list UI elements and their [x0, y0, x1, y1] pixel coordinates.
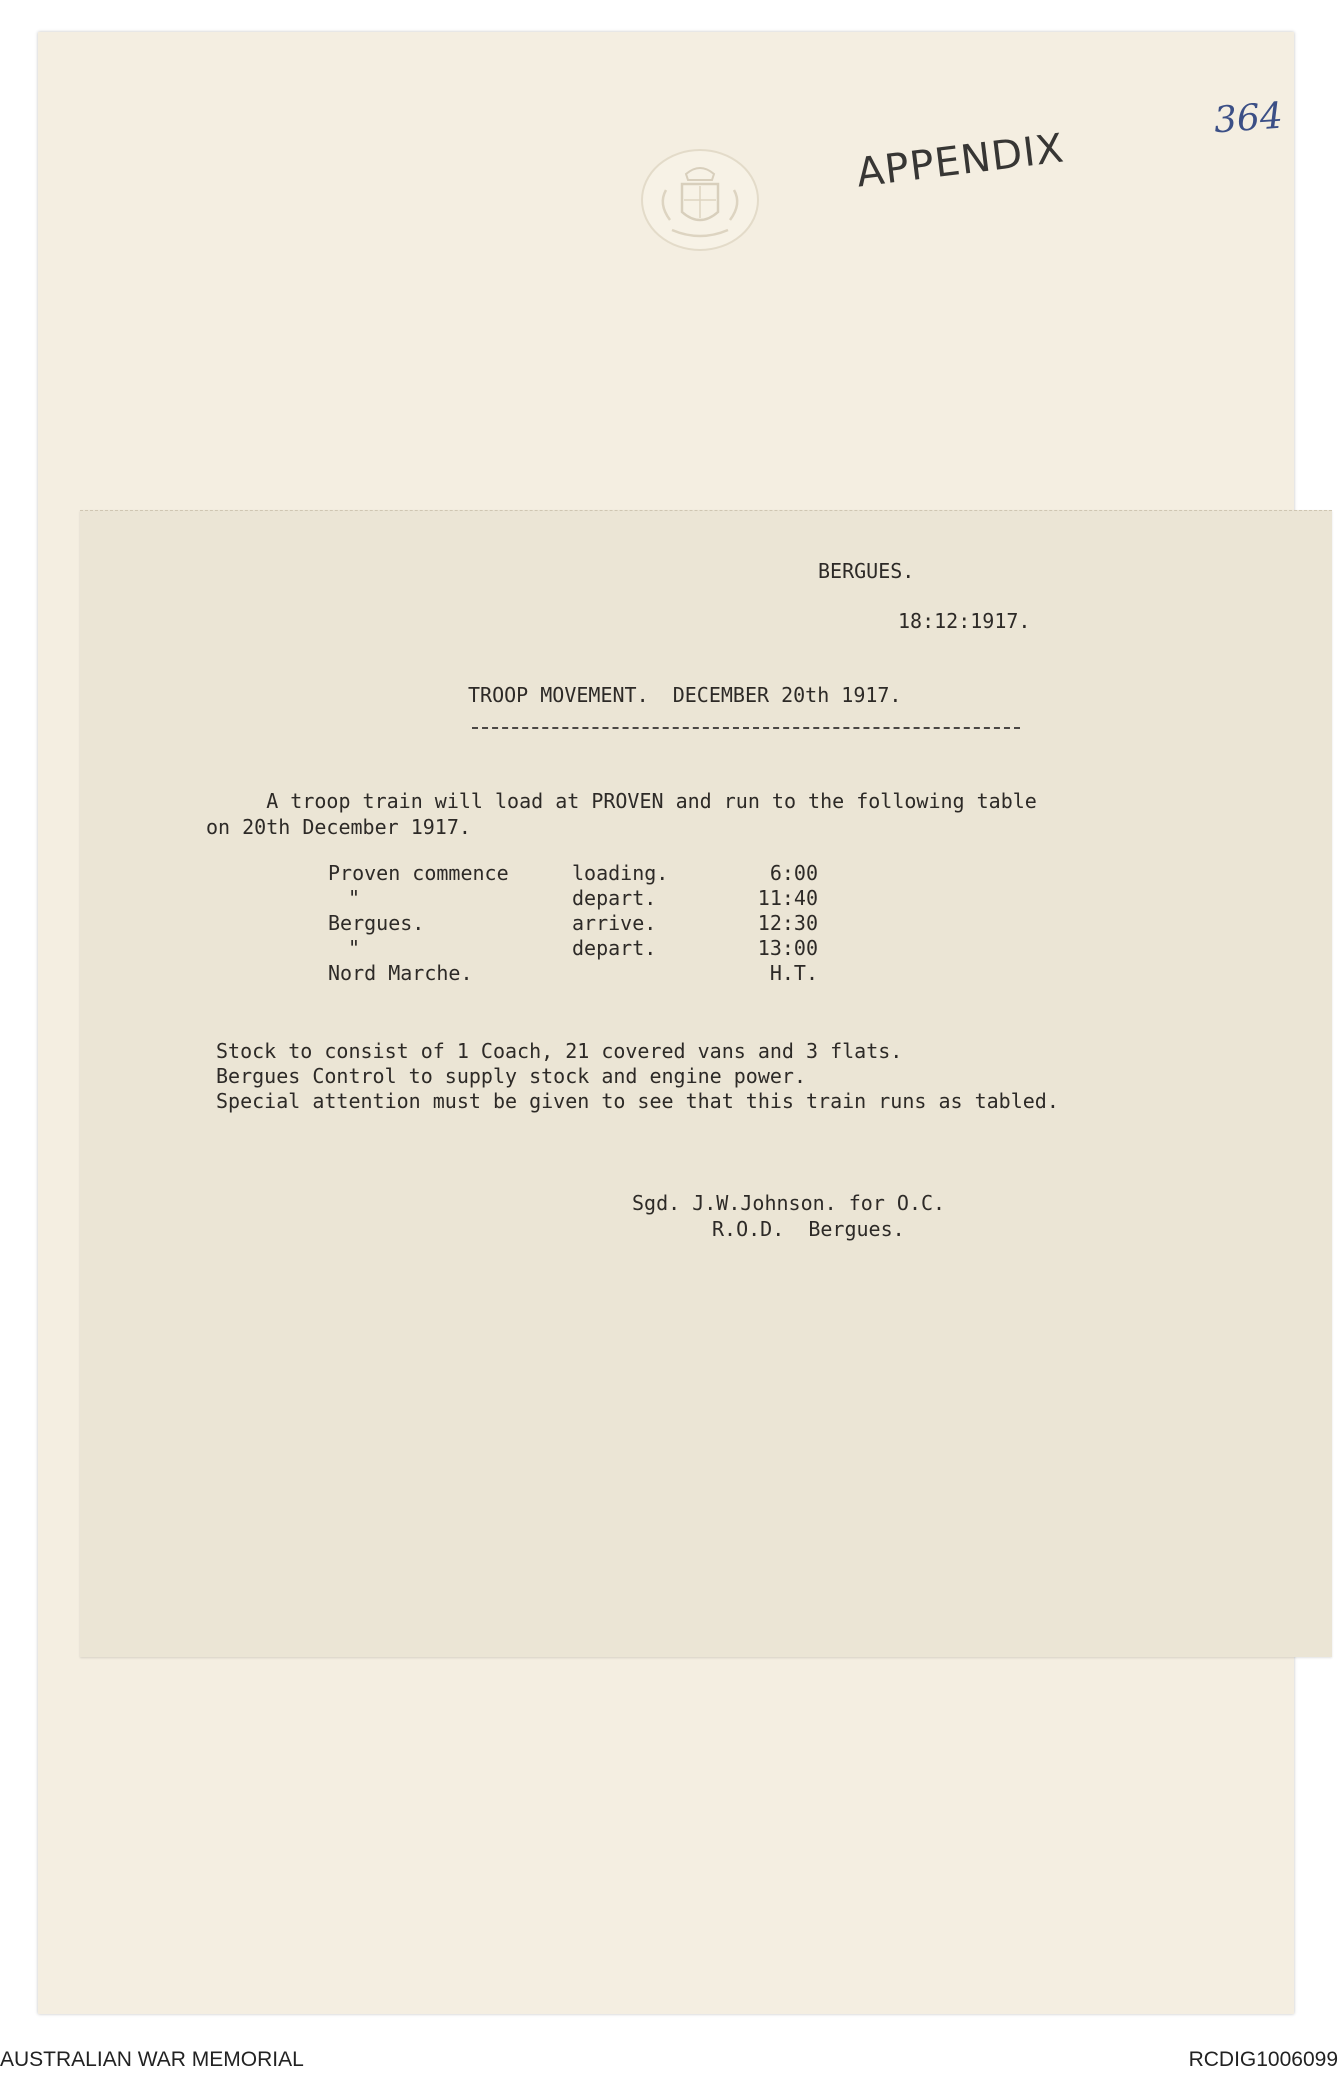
timetable-row [328, 886, 888, 911]
timetable-event: arrive. [572, 911, 657, 935]
typed-memo [80, 510, 1332, 1657]
timetable-station: Nord Marche. [328, 961, 473, 985]
memo-title: TROOP MOVEMENT. DECEMBER 20th 1917. [468, 683, 902, 707]
timetable-row [328, 911, 888, 936]
timetable-event: depart. [572, 936, 657, 960]
signature-line-2: R.O.D. Bergues. [712, 1217, 905, 1241]
timetable-event: loading. [572, 861, 669, 885]
memo-place: BERGUES. [818, 559, 915, 583]
signature-line-1: Sgd. J.W.Johnson. for O.C. [632, 1191, 946, 1215]
timetable-station: Proven commence [328, 861, 509, 885]
memo-body-line-2: Bergues Control to supply stock and engine power. [216, 1064, 807, 1088]
timetable-event: depart. [572, 886, 657, 910]
timetable-time: 11:40 [757, 886, 818, 910]
timetable-time: 13:00 [757, 936, 818, 960]
footer-record-id: RCDIG1006099 [1188, 2048, 1338, 2071]
appendix-stamp: APPENDIX [853, 125, 1067, 197]
footer-institution: AUSTRALIAN WAR MEMORIAL [0, 2048, 304, 2071]
timetable-station: " [348, 936, 361, 960]
memo-intro-line-1: A troop train will load at PROVEN and run to the following table [206, 789, 1037, 813]
royal-coat-of-arms-embossed-icon [636, 144, 764, 256]
archive-sheet [38, 32, 1294, 2014]
timetable-row [328, 936, 888, 961]
timetable-time: 12:30 [757, 911, 818, 935]
memo-body-line-1: Stock to consist of 1 Coach, 21 covered vans and 3 flats. [216, 1039, 903, 1063]
timetable-station: Bergues. [328, 911, 425, 935]
page-number: 364 [1212, 95, 1285, 142]
timetable-station: " [348, 886, 361, 910]
memo-body-line-3: Special attention must be given to see that this train runs as tabled. [216, 1089, 1059, 1113]
memo-intro-line-2: on 20th December 1917. [206, 815, 471, 839]
timetable-time: 6:00 [769, 861, 818, 885]
timetable-time: H.T. [769, 961, 818, 985]
timetable-row [328, 961, 888, 986]
memo-date: 18:12:1917. [898, 609, 1031, 633]
timetable-row [328, 861, 888, 886]
title-underline [472, 727, 1020, 729]
